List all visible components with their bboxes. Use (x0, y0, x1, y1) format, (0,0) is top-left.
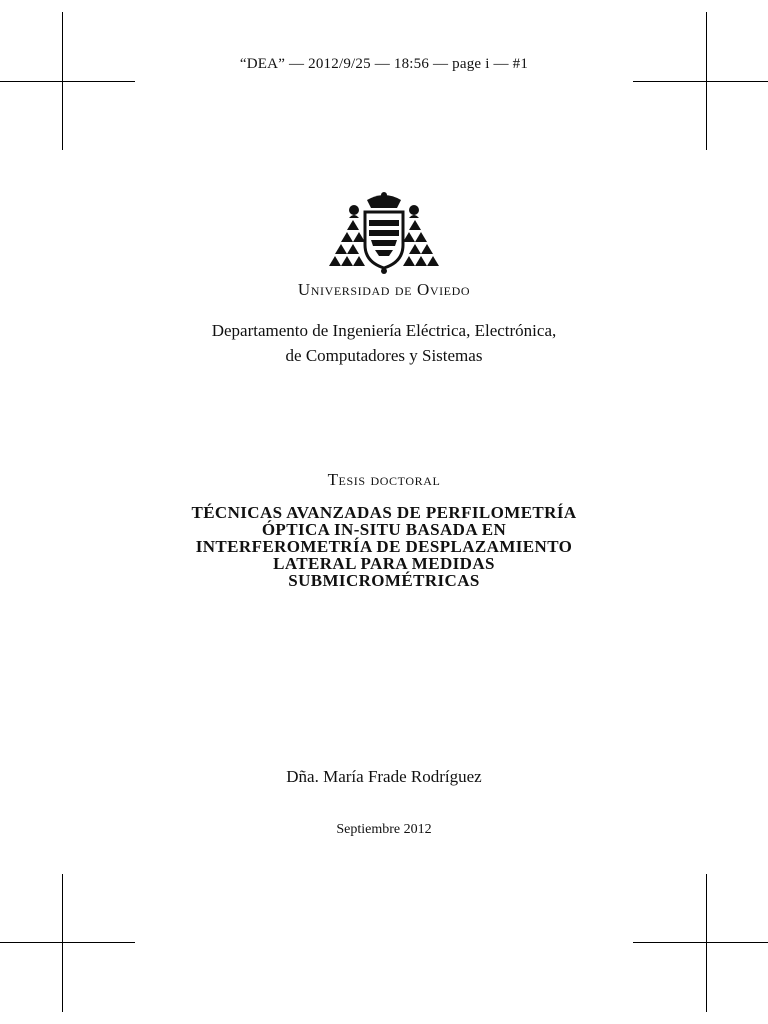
running-head: “DEA” — 2012/9/25 — 18:56 — page i — #1 (239, 56, 529, 72)
thesis-kind: Tesis doctoral (327, 470, 441, 489)
crop-mark-bottom-right-horizontal (633, 942, 768, 943)
department-line-1: Departamento de Ingeniería Eléctrica, Electrónica, (211, 321, 557, 340)
title-line-4: LATERAL PARA MEDIDAS (273, 554, 495, 573)
author: Dña. María Frade Rodríguez (286, 767, 482, 786)
university-name: Universidad de Oviedo (297, 280, 471, 299)
title-line-1: TÉCNICAS AVANZADAS DE PERFILOMETRÍA (191, 503, 577, 522)
title-line-5: SUBMICROMÉTRICAS (288, 571, 480, 590)
thesis-title (140, 504, 628, 589)
title-line-2: ÓPTICA IN-SITU BASADA EN (261, 520, 507, 539)
crop-mark-bottom-left-horizontal (0, 942, 135, 943)
department-line-2: de Computadores y Sistemas (285, 346, 483, 365)
crop-mark-bottom-right-vertical (706, 874, 707, 1012)
crop-mark-bottom-left-vertical (62, 874, 63, 1012)
crop-mark-top-right-horizontal (633, 81, 768, 82)
date: Septiembre 2012 (336, 822, 432, 837)
crop-mark-top-left-horizontal (0, 81, 135, 82)
department (0, 318, 768, 368)
title-line-3: INTERFEROMETRÍA DE DESPLAZAMIENTO (195, 537, 573, 556)
university-seal-icon (329, 190, 439, 275)
